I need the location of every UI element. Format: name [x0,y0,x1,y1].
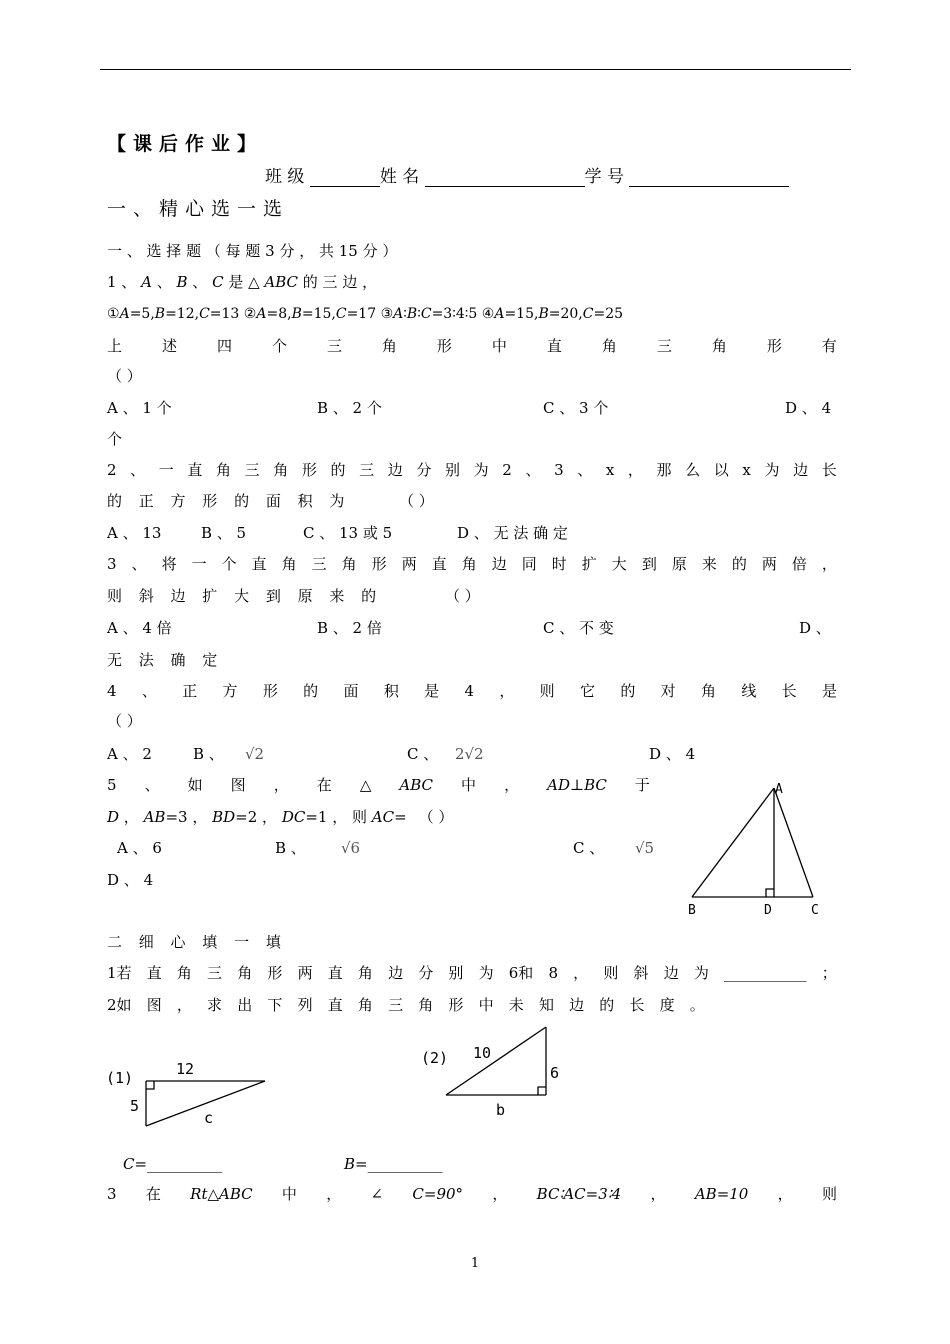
homework-title: 【课后作业】 [107,133,264,155]
q1-choice-d[interactable]: D 、 4 [785,399,832,417]
q3-choice-d[interactable]: D 、 [799,619,831,637]
fig2-label: (2) [421,1049,449,1067]
q5-stem: 5 、 如 图 ， 在 △ ABC 中 ， AD⊥BC 于 [107,776,650,794]
name-label: 姓 名 [379,167,420,187]
id-blank[interactable] [629,170,789,187]
header-rule [100,69,851,70]
q1-wrap: 个 [107,430,123,448]
q1-choice-c[interactable]: C 、 3 个 [543,399,609,417]
fig2-hypotenuse: 10 [473,1044,492,1062]
q5-choice-b-value: √6 [341,839,361,857]
class-blank[interactable] [310,170,380,187]
q5-choice-c[interactable]: C 、 [573,839,605,857]
q4-choice-d[interactable]: D 、 4 [649,745,696,763]
answer-c[interactable]: C=__________ [123,1155,223,1173]
q5-label-d: D [764,903,772,918]
q2-choice-d[interactable]: D 、 无 法 确 定 [457,524,568,542]
s2-q2-stem: 2如 图 ， 求 出 下 列 直 角 三 角 形 中 未 知 边 的 长 度 。 [107,996,705,1014]
q5-triangle-figure [680,775,840,925]
q3-choice-b[interactable]: B 、 2 倍 [317,619,382,637]
q4-paren: （ ） [107,712,142,730]
fig2-bottom-length: b [496,1101,506,1119]
fill-figure-1 [100,1050,280,1135]
q2-choice-c[interactable]: C 、 13 或 5 [303,524,393,542]
q1-paren: （ ） [107,367,142,385]
q5-choice-c-value: √5 [635,839,655,857]
s2-q3-stem: 3 在 Rt△ABC 中 ， ∠ C=90° ， BC∶AC=3∶4 ， AB=10 ， 则 [107,1185,837,1203]
q4-choice-b[interactable]: B 、 [193,745,224,763]
page-number: 1 [470,1256,480,1271]
fig1-left-length: 5 [130,1097,140,1115]
q1-choice-b[interactable]: B 、 2 个 [317,399,382,417]
s2-q1-blank[interactable]: ___________ [724,964,807,982]
q2-choice-b[interactable]: B 、 5 [201,524,247,542]
fig1-hypotenuse: c [204,1109,214,1127]
q5-choice-a[interactable]: A 、 6 [117,839,162,857]
q4-choice-b-value: √2 [245,745,265,763]
q1-choice-a[interactable]: A 、 1 个 [107,399,172,417]
q3-choice-a[interactable]: A 、 4 倍 [107,619,172,637]
fill-figure-2 [415,1022,575,1122]
q5-triangle-lines [692,788,813,897]
q2-stem2: 的 正 方 形 的 面 积 为 （ ） [107,492,434,510]
section2-title: 二 细 心 填 一 填 [107,933,287,951]
id-label: 学 号 [584,167,625,187]
section1-subtitle: 一 、 选 择 题 （ 每 题 3 分 ， 共 15 分 ） [107,242,398,260]
q4-choice-a[interactable]: A 、 2 [107,745,152,763]
fig2-right-length: 6 [550,1064,560,1082]
q5-choice-b[interactable]: B 、 [275,839,306,857]
q5-label-a: A [775,782,783,797]
fig1-top-length: 12 [176,1060,195,1078]
q2-stem: 2 、 一 直 角 三 角 形 的 三 边 分 别 为 2 、 3 、 x ， 那 么 以 x 为 边 长 [107,461,837,479]
q5-wrap: D 、 4 [107,871,154,889]
q1-options-line: ①A=5,B=12,C=13 ②A=8,B=15,C=17 ③A∶B∶C=3∶4∶5 ④A=15,B=20,C=25 [107,306,624,322]
name-blank[interactable] [425,170,585,187]
fig2-triangle-lines [446,1027,546,1095]
q1-question: 上 述 四 个 三 角 形 中 直 角 三 角 形 有 [107,337,837,355]
q4-stem: 4 、 正 方 形 的 面 积 是 4 ， 则 它 的 对 角 线 长 是 [107,682,837,700]
q4-choice-c-value: 2√2 [455,745,484,763]
q3-wrap: 无 法 确 定 [107,651,224,669]
q3-stem2: 则 斜 边 扩 大 到 原 来 的 （ ） [107,587,480,605]
q3-stem: 3 、 将 一 个 直 角 三 角 形 两 直 角 边 同 时 扩 大 到 原 来 的 两 倍 ， [107,555,837,573]
q5-stem2: D ， AB=3 ， BD=2 ， DC=1 ， 则 AC= （ ） [107,808,454,826]
section1-title: 一、精心选一选 [107,198,290,220]
q1-stem: 1 、 A 、 B 、 C 是 △ ABC 的 三 边 ， [107,273,378,291]
q5-label-c: C [811,903,819,918]
student-info-line [265,167,855,187]
class-label: 班 级 [265,167,305,187]
q3-choice-c[interactable]: C 、 不 变 [543,619,614,637]
q5-label-b: B [688,903,696,918]
fig1-label: (1) [106,1069,134,1087]
q4-choice-c[interactable]: C 、 [407,745,439,763]
s2-q1-stem: 1若 直 角 三 角 形 两 直 角 边 分 别 为 6和 8 ， 则 斜 边 为 ___________ ； [107,964,837,982]
answer-b[interactable]: B=__________ [344,1155,443,1173]
q2-choice-a[interactable]: A 、 13 [107,524,162,542]
